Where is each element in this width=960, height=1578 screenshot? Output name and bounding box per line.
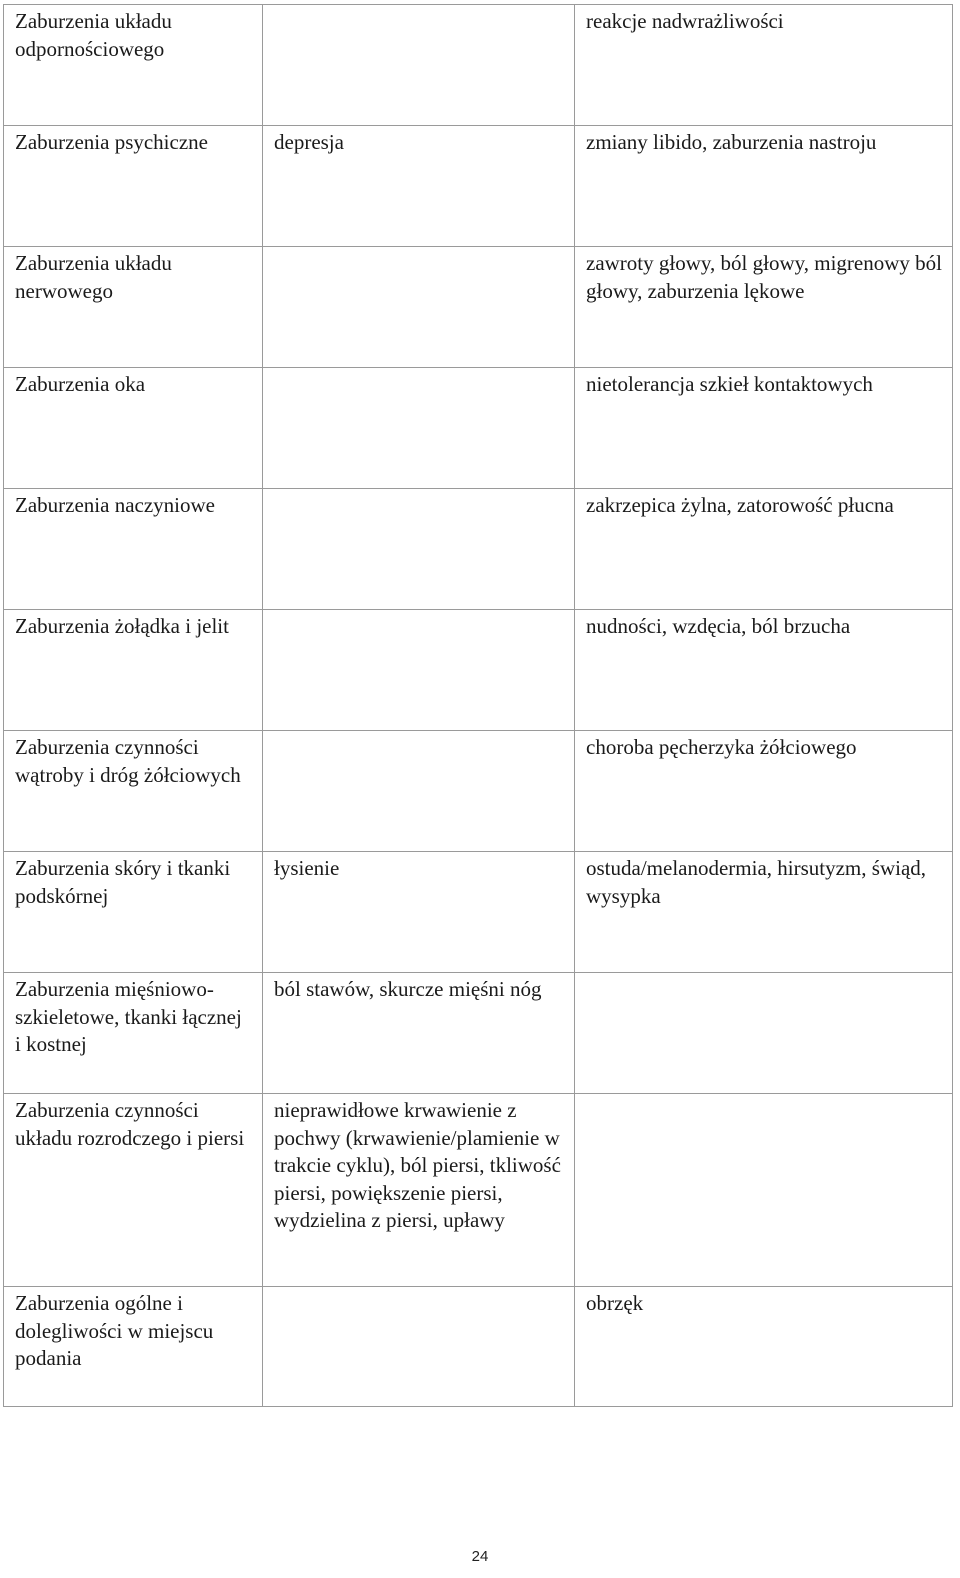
common-reactions-cell: nieprawidłowe krwawienie z pochwy (krwawienie/plamienie w trakcie cyklu), ból piersi, tkliwość piersi, powiększenie piersi, wydzielina z piersi, upławy <box>263 1094 575 1287</box>
organ-class-cell: Zaburzenia układu nerwowego <box>4 247 263 368</box>
page-number: 24 <box>471 1548 489 1565</box>
table-row <box>4 1287 953 1407</box>
uncommon-reactions-cell: ostuda/melanodermia, hirsutyzm, świąd, wysypka <box>575 852 953 973</box>
uncommon-reactions-cell: zmiany libido, zaburzenia nastroju <box>575 126 953 247</box>
uncommon-reactions-cell: zakrzepica żylna, zatorowość płucna <box>575 489 953 610</box>
common-reactions-cell: ból stawów, skurcze mięśni nóg <box>263 973 575 1094</box>
uncommon-reactions-cell: choroba pęcherzyka żółciowego <box>575 731 953 852</box>
common-reactions-cell <box>263 489 575 610</box>
table-row <box>4 852 953 973</box>
table-row <box>4 610 953 731</box>
organ-class-cell: Zaburzenia żołądka i jelit <box>4 610 263 731</box>
organ-class-cell: Zaburzenia oka <box>4 368 263 489</box>
uncommon-reactions-cell: nietolerancja szkieł kontaktowych <box>575 368 953 489</box>
table-row <box>4 5 953 126</box>
common-reactions-cell <box>263 368 575 489</box>
common-reactions-cell: łysienie <box>263 852 575 973</box>
organ-class-cell: Zaburzenia naczyniowe <box>4 489 263 610</box>
table-row <box>4 731 953 852</box>
table-row <box>4 368 953 489</box>
uncommon-reactions-cell: zawroty głowy, ból głowy, migrenowy ból głowy, zaburzenia lękowe <box>575 247 953 368</box>
table-row <box>4 126 953 247</box>
adverse-reactions-table <box>3 4 953 1407</box>
uncommon-reactions-cell: reakcje nadwrażliwości <box>575 5 953 126</box>
organ-class-cell: Zaburzenia czynności wątroby i dróg żółciowych <box>4 731 263 852</box>
table-row <box>4 1094 953 1287</box>
organ-class-cell: Zaburzenia mięśniowo-szkieletowe, tkanki łącznej i kostnej <box>4 973 263 1094</box>
organ-class-cell: Zaburzenia ogólne i dolegliwości w miejscu podania <box>4 1287 263 1407</box>
common-reactions-cell <box>263 731 575 852</box>
organ-class-cell: Zaburzenia czynności układu rozrodczego i piersi <box>4 1094 263 1287</box>
organ-class-cell: Zaburzenia skóry i tkanki podskórnej <box>4 852 263 973</box>
common-reactions-cell: depresja <box>263 126 575 247</box>
common-reactions-cell <box>263 5 575 126</box>
common-reactions-cell <box>263 610 575 731</box>
common-reactions-cell <box>263 247 575 368</box>
organ-class-cell: Zaburzenia psychiczne <box>4 126 263 247</box>
uncommon-reactions-cell: nudności, wzdęcia, ból brzucha <box>575 610 953 731</box>
uncommon-reactions-cell: obrzęk <box>575 1287 953 1407</box>
common-reactions-cell <box>263 1287 575 1407</box>
uncommon-reactions-cell <box>575 973 953 1094</box>
table-row <box>4 973 953 1094</box>
table-row <box>4 489 953 610</box>
table-row <box>4 247 953 368</box>
uncommon-reactions-cell <box>575 1094 953 1287</box>
organ-class-cell: Zaburzenia układu odpornościowego <box>4 5 263 126</box>
